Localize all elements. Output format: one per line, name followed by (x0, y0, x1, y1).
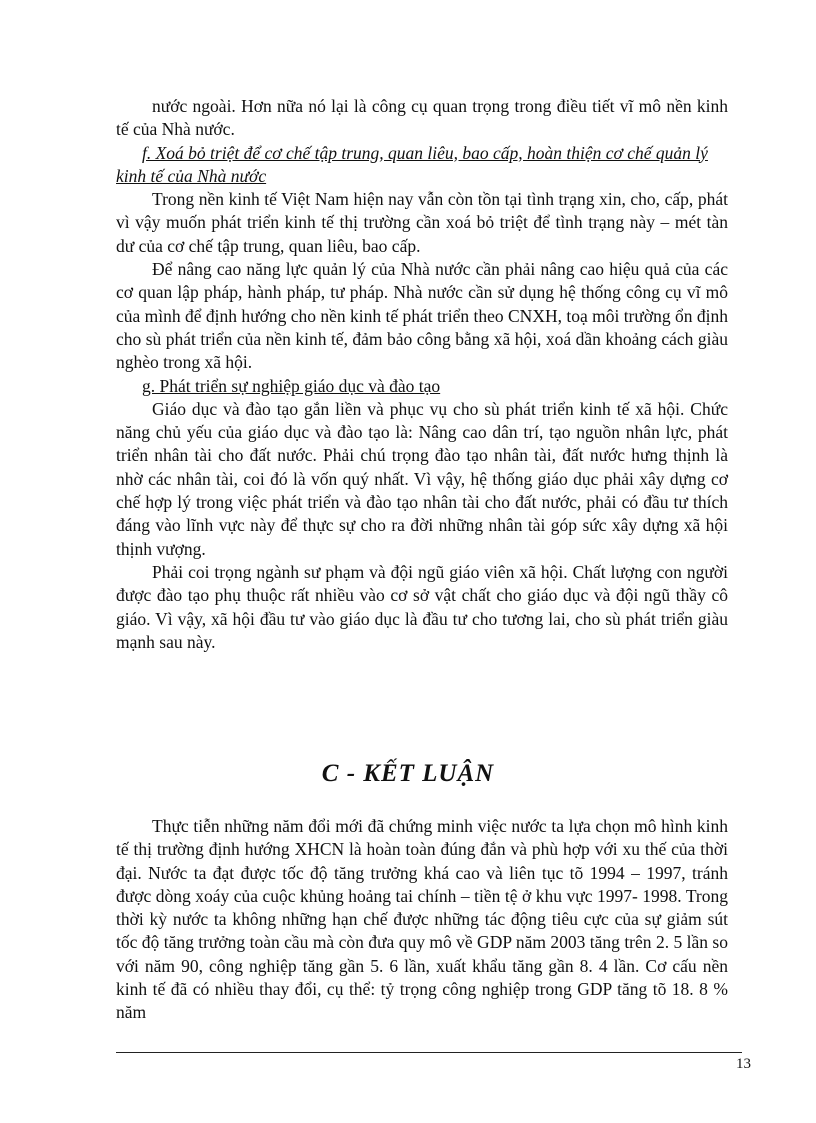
paragraph-f-1: Trong nền kinh tế Việt Nam hiện nay vẫn còn tồn tại tình trạng xin, cho, cấp, phát vì vậy muốn phát triển kinh tế thị trường cần xoá bỏ triệt để tình trạng này – mét tàn dư của cơ chế tập trung, quan liêu, bao cấp. (116, 189, 728, 256)
conclusion-title: C - KẾT LUẬN (321, 760, 495, 787)
paragraph-g-2: Phải coi trọng ngành sư phạm và đội ngũ giáo viên xã hội. Chất lượng con người được đào tạo phụ thuộc rất nhiều vào cơ sở vật chất cho giáo dục và đội ngũ thầy cô giáo. Vì vậy, xã hội đầu tư vào giáo dục là đầu tư cho tương lai, cho sù phát triển giàu mạnh sau này. (116, 561, 728, 652)
paragraph-f-2: Để nâng cao năng lực quản lý của Nhà nước cần phải nâng cao hiệu quả của các cơ quan lập pháp, hành pháp, tư pháp. Nhà nước cần sử dụng hệ thống công cụ vĩ mô của mình để định hướng cho nền kinh tế phát triển theo CNXH, toạ môi trường ổn định cho sù phát triển của nền kinh tế, đảm bảo công bằng xã hội, xoá dần khoảng cách giàu nghèo trong xã hội. (116, 259, 728, 373)
conclusion-section (116, 815, 728, 1025)
section-heading-f: f. Xoá bỏ triệt để cơ chế tập trung, quan liêu, bao cấp, hoàn thiện cơ chế quản lý kinh tế của Nhà nước (116, 142, 708, 186)
top-section (116, 95, 728, 654)
paragraph-g-1: Giáo dục và đào tạo gắn liền và phục vụ cho sù phát triển kinh tế xã hội. Chức năng chủ yếu của giáo dục và đào tạo là: Nâng cao dân trí, tạo nguồn nhân lực, phát triển nhân tài cho đất nước. Phải chú trọng đào tạo nhân tài, đất nước hưng thịnh là nhờ các nhân tài, coi đó là vốn quý nhất. Vì vậy, hệ thống giáo dục phải xây dựng cơ chế hợp lý trong việc phát triển và đào tạo nhân tài cho đất nước, phải có đầu tư thích đáng vào lĩnh vực này để thực sự cho ra đời những nhân tài góp sức xây dựng xã hội thịnh vượng. (116, 398, 728, 559)
footer-rule (116, 1052, 742, 1053)
section-heading-g: g. Phát triển sự nghiệp giáo dục và đào tạo (142, 375, 441, 396)
page-number: 13 (736, 1056, 751, 1072)
paragraph-continuation: nước ngoài. Hơn nữa nó lại là công cụ quan trọng trong điều tiết vĩ mô nền kinh tế của Nhà nước. (116, 96, 728, 140)
conclusion-paragraph: Thực tiễn những năm đổi mới đã chứng minh việc nước ta lựa chọn mô hình kinh tế thị trường định hướng XHCN là hoàn toàn đúng đắn và phù hợp với xu thế của thời đại. Nước ta đạt được tốc độ tăng trưởng khá cao và liên tục tõ 1994 – 1997, tránh được dòng xoáy của cuộc khủng hoảng tai chính – tiền tệ ở khu vực 1997- 1998. Trong thời kỳ nước ta không những hạn chế được những tác động tiêu cực của sự giảm sút tốc độ tăng trưởng toàn cầu mà còn đưa quy mô về GDP năm 2003 tăng trên 2. 5 lần so với năm 90, công nghiệp tăng gần 5. 6 lần, xuất khẩu tăng gần 8. 4 lần. Cơ cấu nền kinh tế đã có nhiều thay đổi, cụ thể: tỷ trọng công nghiệp trong GDP tăng tõ 18. 8 % năm (116, 816, 728, 1023)
